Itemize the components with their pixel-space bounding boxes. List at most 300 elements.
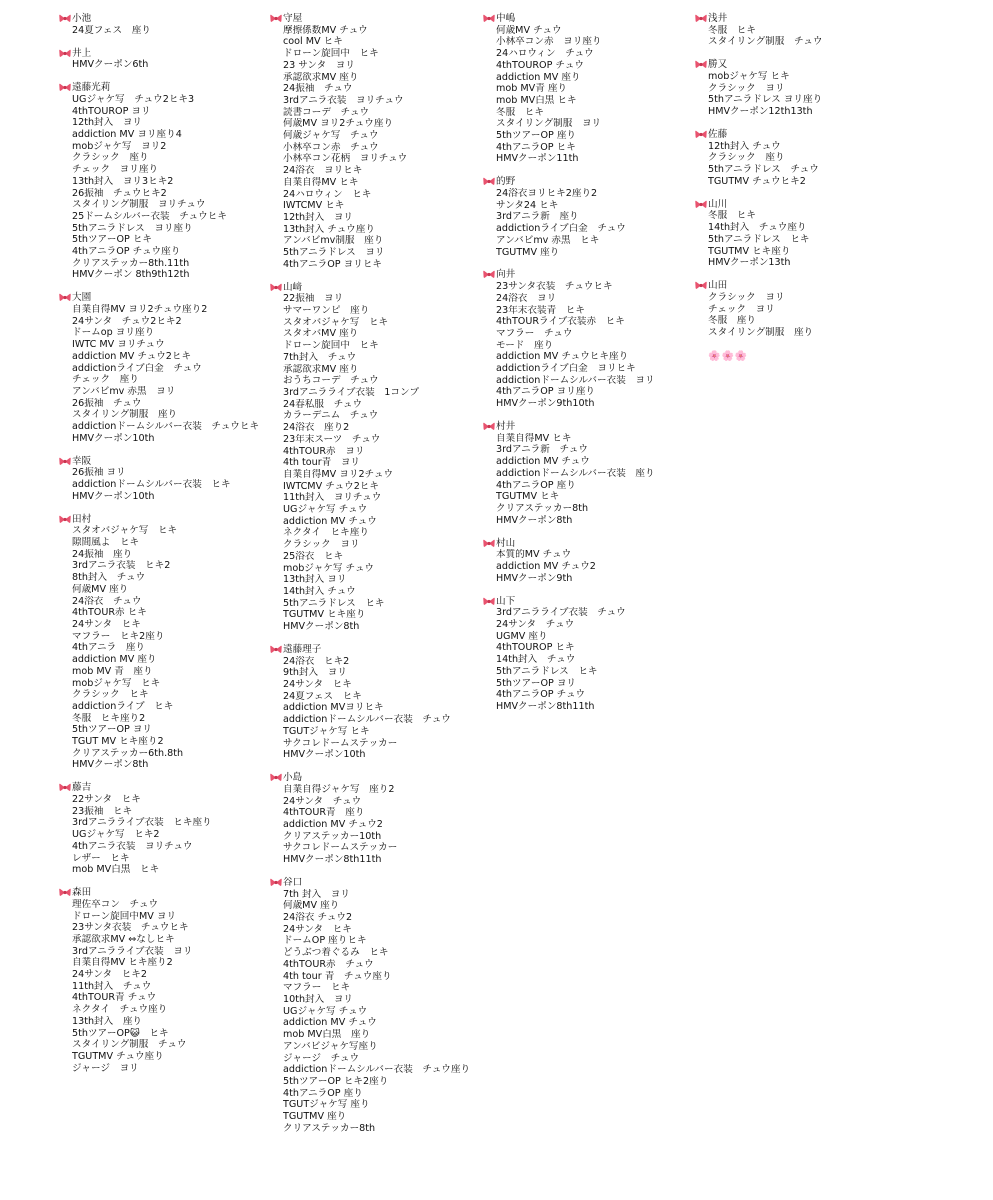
- trade-item: mobジャケ写 ヒキ: [708, 71, 790, 82]
- trade-item: 7th 封入 ヨリ: [283, 888, 350, 900]
- member-heading: [283, 877, 493, 889]
- ribbon-bow-icon: [59, 83, 71, 92]
- trade-item: 12th封入 ヨリ: [283, 211, 354, 223]
- trade-item: 4thアニラOP ヨリヒキ: [283, 258, 383, 270]
- trade-item: 4thアニラOP ヨリ座り: [496, 386, 596, 398]
- trade-item: 24サンタ ヒキ: [72, 618, 141, 630]
- trade-item: 12th封入 ヨリ: [72, 117, 143, 129]
- trade-item: 5thツアーOP ヒキ: [72, 234, 153, 246]
- trade-item: HMVクーポン8th: [283, 621, 360, 633]
- trade-item: addiction MV チュウ: [283, 515, 377, 527]
- member-heading: [496, 176, 704, 188]
- trade-item: 3rdアニラ衣装 ヨリチュウ: [283, 94, 404, 106]
- member-heading: [72, 514, 280, 526]
- trade-item: 24夏フェス 座り: [72, 24, 151, 36]
- trade-item: 摩擦係数MV チュウ: [283, 24, 368, 36]
- trade-item: レザー ヒキ: [72, 852, 130, 864]
- trade-item: スタイリング制服 座り: [72, 409, 178, 421]
- trade-item: addiction MV 座り: [72, 654, 157, 666]
- trade-item: 24浴衣ヨリヒキ2座り2: [496, 188, 598, 200]
- member-block: [283, 282, 493, 633]
- member-heading: [708, 280, 948, 292]
- trade-item: 24サンタ チュウ2ヒキ2: [72, 315, 182, 327]
- trade-item: UGジャケ写 チュウ2ヒキ3: [72, 93, 195, 105]
- ribbon-bow-icon: [483, 270, 495, 279]
- trade-item: 5thツアーOP😺 ヒキ: [72, 1027, 169, 1039]
- trade-item: 25ドームシルバー衣装 チュウヒキ: [72, 210, 227, 222]
- trade-item: mobジャケ写 ヒキ: [72, 677, 161, 689]
- trade-item: クリアステッカー8th.11th: [72, 257, 190, 269]
- member-block: [496, 13, 704, 165]
- trade-item: スタオバジャケ写 ヒキ: [72, 525, 178, 537]
- trade-item: クラシック 座り: [72, 152, 149, 164]
- trade-item: 小林卒コン赤 ヨリ座り: [496, 36, 602, 48]
- member-block: [72, 82, 280, 281]
- trade-item: HMVクーポン8th: [496, 514, 573, 526]
- trade-item: 冬服 ヒキ座り2: [72, 712, 146, 724]
- trade-item: 24浴衣 座り2: [283, 422, 350, 434]
- trade-item: アンバビジャケ写座り: [283, 1040, 378, 1052]
- ribbon-bow-icon: [270, 878, 282, 887]
- member-block: [72, 514, 280, 771]
- member-block: [72, 782, 280, 876]
- trade-item: 25浴衣 ヒキ: [283, 550, 344, 562]
- trade-item: 何歳MV チュウ: [496, 24, 562, 36]
- trade-item: HMVクーポン8th11th: [496, 700, 595, 712]
- trade-item: addiction MV 座り: [496, 71, 581, 83]
- trade-item: HMVクーポン12th13th: [708, 106, 813, 118]
- ribbon-bow-icon: [270, 773, 282, 782]
- trade-item: 4thTOUROP ヒキ: [496, 642, 575, 654]
- member-name: 遠藤光莉: [72, 82, 111, 94]
- ribbon-bow-icon: [695, 200, 707, 209]
- trade-item: 3rdアニラ衣装 ヒキ2: [72, 560, 171, 572]
- member-name: 村山: [496, 537, 516, 549]
- member-name: 山﨑: [283, 281, 303, 293]
- trade-item: 何歳ジャケ写 チュウ: [283, 130, 379, 142]
- member-heading: [72, 82, 280, 94]
- trade-item: IWTC MV ヨリチュウ: [72, 339, 165, 351]
- trade-item: 4thアニラOP 座り: [283, 1087, 363, 1099]
- trade-item: 24サンタ ヒキ2: [72, 969, 148, 981]
- trade-item: TGUTMV ヒキ座り: [283, 609, 366, 621]
- trade-item: ドローン旋回中 ヒキ: [283, 340, 379, 352]
- trade-item: addictionドームシルバー衣装 チュウ座り: [283, 1064, 471, 1076]
- member-block: [72, 13, 280, 36]
- trade-item: mob MV 青 座り: [72, 665, 153, 677]
- trade-item: addiction MV ヨリ座り4: [72, 129, 182, 140]
- trade-item: 自業自得MV ヒキ: [283, 176, 359, 188]
- trade-item: ドームop ヨリ座り: [72, 327, 155, 339]
- member-heading: [72, 13, 280, 25]
- trade-item: addictionドームシルバー衣装 チュウ: [283, 714, 451, 726]
- trade-item: サンタ24 ヒキ: [496, 199, 559, 211]
- trade-item: スタイリング制服 チュウ: [72, 1039, 187, 1051]
- member-name: 山下: [496, 595, 516, 607]
- trade-item: チェック ヨリ座り: [72, 164, 159, 176]
- trade-item: スタイリング制服 チュウ: [708, 36, 823, 48]
- trade-item: 4thアニラOP 座り: [496, 479, 576, 491]
- member-block: [283, 644, 493, 761]
- member-heading: [72, 292, 280, 304]
- ribbon-bow-icon: [483, 597, 495, 606]
- trade-item: 14th封入 チュウ座り: [708, 222, 807, 234]
- member-name: 浅井: [708, 13, 728, 24]
- trade-item: 自業自得MV ヒキ座り2: [72, 957, 173, 969]
- member-heading: [496, 269, 704, 281]
- member-heading: [708, 199, 948, 211]
- trade-item: 22サンタ ヒキ: [72, 794, 141, 806]
- trade-item: スタオバジャケ写 ヒキ: [283, 316, 389, 328]
- member-name: 中嶋: [496, 13, 516, 24]
- trade-item: 自業自得MV ヨリ2チュウ: [283, 468, 394, 480]
- member-block: [496, 421, 704, 526]
- trade-item: ネクタイ ヒキ座り: [283, 527, 369, 539]
- trade-item: 5thツアーOP ヨリ: [72, 724, 153, 736]
- member-name: 村井: [496, 421, 516, 433]
- trade-item: 5thツアーOP ヒキ2座り: [283, 1075, 389, 1087]
- trade-item: 4thTOUR青 座り: [283, 807, 365, 819]
- member-name: 向井: [496, 269, 516, 281]
- trade-item: アンバビmv制服 座り: [283, 235, 384, 247]
- trade-item: TGUTMV 座り: [283, 1111, 347, 1123]
- trade-item: TGUTMV ヒキ: [496, 491, 560, 503]
- ribbon-bow-icon: [59, 457, 71, 466]
- trade-item: 4thアニラOP ヒキ: [496, 141, 576, 153]
- trade-item: 隙間風よ ヒキ: [72, 537, 140, 549]
- trade-item: 3rdアニラライブ衣装 チュウ: [496, 607, 626, 619]
- trade-item: 何歳MV 座り: [283, 900, 340, 912]
- trade-item: クラシック ヨリ: [283, 539, 360, 551]
- member-heading: [72, 456, 280, 468]
- trade-item: 4thTOUROP チュウ: [496, 59, 584, 71]
- trade-item: 24浴衣 ヨリヒキ: [283, 165, 363, 177]
- member-heading: [283, 772, 493, 784]
- member-block: [72, 48, 280, 71]
- trade-item: おうちコーデ チュウ: [283, 375, 379, 387]
- member-heading: [72, 48, 280, 60]
- trade-item: addiction MV チュウ: [496, 456, 590, 468]
- trade-item: HMVクーポン6th: [72, 59, 149, 71]
- trade-item: IWTCMV チュウ2ヒキ: [283, 480, 379, 492]
- trade-item: 4th tour青 ヨリ: [283, 457, 361, 469]
- trade-item: 4thアニラ 座り: [72, 642, 146, 654]
- trade-item: 承認欲求MV 座り: [283, 71, 359, 83]
- member-name: 藤吉: [72, 782, 92, 794]
- member-block: [496, 538, 704, 585]
- ribbon-bow-icon: [483, 14, 495, 23]
- trade-item: 24ハロウィン ヒキ: [283, 188, 372, 200]
- member-heading: [496, 421, 704, 433]
- member-name: 幸阪: [72, 455, 92, 467]
- trade-item: addictionライブ白金 ヨリヒキ: [496, 363, 636, 375]
- trade-item: 26振袖 チュウヒキ2: [72, 187, 167, 199]
- trade-item: 14th封入 チュウ: [283, 585, 356, 597]
- trade-item: どうぶつ着ぐるみ ヒキ: [283, 947, 389, 959]
- member-heading: [708, 129, 948, 141]
- trade-item: サマーワンピ 座り: [283, 305, 370, 317]
- trade-item: 承認欲求MV 座り: [283, 363, 359, 375]
- trade-item: 24サンタ ヒキ: [283, 679, 352, 691]
- ribbon-bow-icon: [695, 60, 707, 69]
- ribbon-bow-icon: [59, 14, 71, 23]
- trade-item: addictionライブ白金 チュウ: [72, 362, 202, 374]
- member-heading: [496, 538, 704, 550]
- trade-item: マフラー ヒキ2座り: [72, 630, 165, 642]
- member-name: 佐藤: [708, 129, 728, 140]
- trade-item: チェック ヨリ: [708, 303, 775, 315]
- trade-item: TGUTMV チュウ座り: [72, 1050, 164, 1062]
- member-block: [708, 280, 948, 339]
- trade-item: HMVクーポン9th: [496, 572, 573, 584]
- trade-item: HMVクーポン11th: [496, 153, 579, 165]
- trade-item: TGUTジャケ写 座り: [283, 1099, 370, 1111]
- trade-item: 13th封入 ヨリ: [283, 574, 347, 586]
- trade-item: アンバビmv 赤黒 ヒキ: [496, 234, 600, 246]
- member-heading: [496, 13, 704, 25]
- trade-item: HMVクーポン13th: [708, 257, 791, 269]
- trade-item: TGUTMV チュウヒキ2: [708, 175, 806, 187]
- trade-item: 5thアニラドレス ヨリ: [283, 247, 385, 259]
- trade-item: HMVクーポン10th: [72, 432, 155, 444]
- member-name: 的野: [496, 176, 516, 188]
- trade-item: cool MV ヒキ: [283, 36, 343, 48]
- trade-item: 24振袖 チュウ: [283, 83, 353, 95]
- member-block: [72, 456, 280, 503]
- ribbon-bow-icon: [483, 177, 495, 186]
- member-name: 森田: [72, 887, 92, 899]
- trade-item: 24春私服 チュウ: [283, 398, 363, 410]
- trade-item: 5thアニラドレス チュウ: [708, 164, 819, 176]
- trade-item: 10th封入 ヨリ: [283, 994, 354, 1005]
- member-block: [708, 59, 948, 118]
- trade-item: 24夏フェス ヒキ: [283, 690, 362, 702]
- trade-item: 24浴衣 ヨリ: [496, 292, 557, 304]
- trade-item: 26振袖 ヨリ: [72, 467, 126, 479]
- member-heading: [72, 782, 280, 794]
- ribbon-bow-icon: [695, 281, 707, 290]
- trade-item: 冬服 ヒキ: [708, 210, 756, 222]
- column-4: [708, 13, 948, 362]
- member-name: 勝又: [708, 59, 728, 71]
- ribbon-bow-icon: [483, 539, 495, 548]
- trade-item: マフラー ヒキ: [283, 982, 351, 994]
- trade-item: 23年末衣装青 ヒキ: [496, 304, 585, 316]
- trade-item: TGUTMV ヒキ座り: [708, 245, 791, 257]
- trade-item: addictionライブ白金 チュウ: [496, 223, 626, 235]
- trade-item: 4th tour 青 チュウ座り: [283, 970, 392, 982]
- trade-item: 24サンタ チュウ: [283, 795, 362, 807]
- trade-item: UGジャケ写 チュウ: [283, 504, 368, 516]
- trade-item: HMVクーポン10th: [72, 490, 155, 502]
- trade-item: カラーデニム チュウ: [283, 410, 379, 422]
- column-3: [496, 13, 704, 724]
- trade-item: mobジャケ写 ヨリ2: [72, 140, 167, 152]
- trade-item: addictionドームシルバー衣装 ヨリ: [496, 374, 655, 386]
- ribbon-bow-icon: [59, 783, 71, 792]
- trade-item: 8th封入 チュウ: [72, 572, 146, 584]
- ribbon-bow-icon: [59, 49, 71, 58]
- trade-item: 4thTOUR赤 ヒキ: [72, 607, 147, 619]
- trade-item: クリアステッカー6th.8th: [72, 747, 184, 759]
- ribbon-bow-icon: [59, 515, 71, 524]
- trade-item: 22振袖 ヨリ: [283, 293, 344, 305]
- trade-item: 4thTOUR青 チュウ: [72, 992, 157, 1004]
- trade-item: 冬服 座り: [708, 315, 756, 327]
- flower-emoji-decoration: 🌸🌸🌸: [708, 350, 749, 362]
- trade-item: クラシック ヨリ: [708, 82, 785, 94]
- trade-item: 23振袖 ヒキ: [72, 805, 133, 817]
- trade-item: mob MV白黒 座り: [283, 1029, 371, 1041]
- trade-item: addictionライブ ヒキ: [72, 700, 174, 712]
- member-name: 小池: [72, 13, 92, 24]
- member-block: [708, 199, 948, 269]
- member-block: [72, 887, 280, 1074]
- ribbon-bow-icon: [59, 293, 71, 302]
- member-name: 谷口: [283, 876, 303, 888]
- trade-item: HMVクーポン10th: [283, 749, 366, 761]
- member-block: [708, 129, 948, 188]
- member-heading: [708, 59, 948, 71]
- trade-item: スタオバMV 座り: [283, 328, 359, 340]
- trade-item: 9th封入 ヨリ: [283, 667, 347, 679]
- trade-item: 自業自得ジャケ写 座り2: [283, 783, 395, 795]
- trade-item: 13th封入 チュウ座り: [283, 223, 375, 235]
- trade-item: addiction MVヨリヒキ: [283, 702, 384, 714]
- trade-item: 24サンタ チュウ: [496, 618, 575, 630]
- trade-item: 5thアニラドレス ヒキ: [496, 665, 598, 677]
- trade-item: TGUTMV 座り: [496, 246, 560, 258]
- trade-item: マフラー チュウ: [496, 327, 573, 339]
- trade-item: 冬服 ヒキ: [708, 24, 756, 36]
- trade-item: 5thツアーOP ヨリ: [496, 677, 577, 689]
- trade-item: 4thTOURライブ衣装赤 ヒキ: [496, 316, 625, 328]
- column-2: [283, 13, 493, 1146]
- trade-item: 24浴衣 ヒキ2: [283, 655, 350, 667]
- member-block: [72, 292, 280, 444]
- member-block: [496, 269, 704, 409]
- trade-item: 23年末スーツ チュウ: [283, 433, 381, 445]
- trade-item: モード 座り: [496, 339, 554, 351]
- member-name: 田村: [72, 513, 92, 525]
- trade-item: TGUT MV ヒキ座り2: [72, 736, 164, 748]
- trade-item: ドームOP 座りヒキ: [283, 935, 367, 947]
- trade-item: 26振袖 チュウ: [72, 397, 142, 409]
- trade-item: 3rdアニラライブ衣装 ヒキ座り: [72, 817, 212, 829]
- trade-item: 3rdアニラ新 座り: [496, 211, 579, 223]
- trade-item: HMVクーポン8th: [72, 759, 149, 771]
- trade-item: HMVクーポン8th11th: [283, 854, 382, 866]
- column-1: [72, 13, 280, 1086]
- trade-item: 3rdアニラライブ衣装 1コンプ: [283, 386, 420, 398]
- ribbon-bow-icon: [483, 422, 495, 431]
- trade-item: 5thアニラドレス ヒキ: [708, 233, 810, 245]
- trade-item: 23サンタ衣装 チュウヒキ: [496, 281, 613, 293]
- member-heading: [283, 13, 493, 25]
- trade-item: 何歳MV 座り: [72, 583, 129, 595]
- trade-item: 4thアニラ衣装 ヨリチュウ: [72, 840, 193, 852]
- trade-item: mobジャケ写 チュウ: [283, 562, 375, 574]
- member-block: [496, 596, 704, 713]
- member-name: 大園: [72, 292, 92, 304]
- trade-item: クリアステッカー8th: [496, 502, 589, 514]
- ribbon-bow-icon: [270, 14, 282, 23]
- trade-item: スタイリング制服 ヨリ: [496, 118, 602, 130]
- trade-item: UGジャケ写 チュウ: [283, 1005, 368, 1017]
- trade-item: 自業自得MV ヒキ: [496, 432, 572, 444]
- trade-item: 24振袖 座り: [72, 548, 133, 560]
- trade-item: 4thTOUR赤 チュウ: [283, 958, 374, 970]
- trade-item: 7th封入 チュウ: [283, 351, 357, 363]
- member-block: [708, 13, 948, 48]
- trade-item: addictionドームシルバー衣装 ヒキ: [72, 479, 231, 491]
- ribbon-bow-icon: [695, 130, 707, 139]
- ribbon-bow-icon: [270, 283, 282, 292]
- member-heading: [72, 887, 280, 899]
- member-block: [283, 772, 493, 866]
- trade-item: スタイリング制服 座り: [708, 326, 814, 338]
- trade-item: 小林卒コン赤 チュウ: [283, 141, 379, 153]
- trade-item: addictionドームシルバー衣装 チュウヒキ: [72, 421, 260, 433]
- trade-item: 4thアニラOP チュウ座り: [72, 246, 181, 258]
- trade-item: 24サンタ ヒキ: [283, 923, 352, 935]
- member-heading: [283, 644, 493, 656]
- trade-item: mob MV青 座り: [496, 83, 568, 95]
- trade-item: 5thアニラドレス ヨリ座り: [72, 222, 193, 234]
- member-name: 遠藤理子: [283, 643, 322, 655]
- trade-item: クラシック 座り: [708, 152, 785, 164]
- trade-item: 13th封入 座り: [72, 1015, 143, 1027]
- trade-item: 24浴衣 チュウ: [72, 595, 142, 607]
- trade-item: addiction MV チュウヒキ座り: [496, 351, 629, 363]
- member-name: 山川: [708, 198, 728, 210]
- trade-item: 冬服 ヒキ: [496, 106, 544, 118]
- trade-item: HMVクーポン9th10th: [496, 398, 595, 410]
- trade-item: 5thアニラドレス ヒキ: [283, 597, 385, 609]
- trade-item: 24浴衣 チュウ2: [283, 912, 353, 924]
- trade-item: 23 サンタ ヨリ: [283, 59, 355, 71]
- trade-item: 本質的MV チュウ: [496, 549, 572, 561]
- trade-item: スタイリング制服 ヨリチュウ: [72, 199, 206, 211]
- trade-item: UGジャケ写 ヒキ2: [72, 829, 160, 841]
- trade-item: mob MV白黒 ヒキ: [72, 864, 160, 876]
- member-name: 守屋: [283, 13, 303, 24]
- trade-item: addiction MV チュウ2ヒキ: [72, 350, 192, 362]
- trade-item: 23サンタ衣装 チュウヒキ: [72, 922, 189, 934]
- trade-item: ドローン旋回中 ヒキ: [283, 48, 379, 60]
- trade-item: 3rdアニラ新 チュウ: [496, 444, 588, 456]
- trade-item: 5thアニラドレス ヨリ座り: [708, 94, 823, 106]
- trade-item: クリアステッカー10th: [283, 830, 382, 842]
- member-block: [283, 13, 493, 270]
- trade-item: 5thツアーOP 座り: [496, 130, 577, 142]
- trade-item: ジャージ ヨリ: [72, 1062, 139, 1074]
- trade-item: サクコレドームステッカー: [283, 737, 398, 749]
- trade-item: mob MV白黒 ヒキ: [496, 94, 577, 106]
- trade-item: 24ハロウィン チュウ: [496, 48, 594, 60]
- trade-item: アンバビmv 赤黒 ヨリ: [72, 385, 176, 397]
- trade-item: 4thTOUROP ヨリ: [72, 105, 151, 117]
- member-block: [496, 176, 704, 258]
- trade-item: ドローン旋回中MV ヨリ: [72, 910, 177, 922]
- trade-item: 何歳MV ヨリ2チュウ座り: [283, 118, 394, 130]
- trade-item: addictionドームシルバー衣装 座り: [496, 467, 655, 479]
- member-heading: [708, 13, 948, 25]
- ribbon-bow-icon: [270, 645, 282, 654]
- trade-item: IWTCMV ヒキ: [283, 200, 345, 212]
- trade-item: 承認欲求MV ⇔なしヒキ: [72, 933, 175, 945]
- member-name: 山田: [708, 280, 728, 292]
